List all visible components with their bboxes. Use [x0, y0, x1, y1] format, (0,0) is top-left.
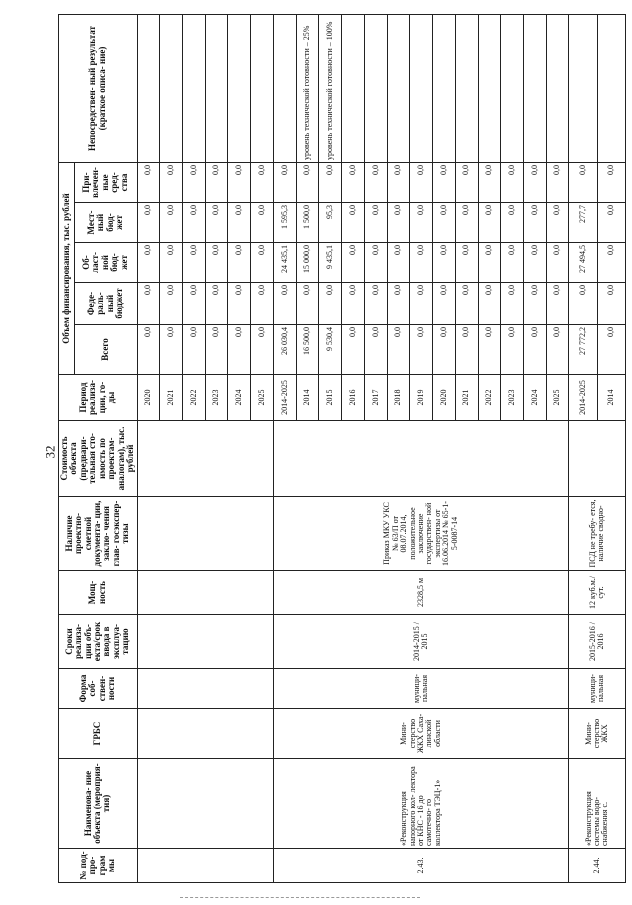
cell-regional: 0,0 [433, 243, 456, 283]
cell-ownership: муници- пальная [569, 669, 625, 709]
cell-year: 2017 [364, 375, 387, 421]
cell-name: «Реконструкция системы водо- снабжения с. [569, 759, 625, 849]
page-number: 32 [42, 445, 58, 459]
cell-capacity: 12 куб.м./сут. [569, 571, 625, 615]
cell-total: 26 030,4 [273, 325, 296, 375]
cell-attracted: 0,0 [478, 163, 501, 203]
cell-year: 2018 [387, 375, 410, 421]
cell-result [523, 15, 546, 163]
header-name: Наименова- ние объекта (мероприя- тия) [59, 759, 138, 849]
cell-year: 2022 [182, 375, 205, 421]
cell-local: 0,0 [160, 203, 183, 243]
cell-attracted: 0,0 [501, 163, 524, 203]
cell-name: «Реконструкция напорного кол- лектора от КНС - 16 до самотечно- го коллектора ТЭЦ-1» [273, 759, 569, 849]
cell-year: 2014-2025 [273, 375, 296, 421]
cell-year: 2021 [455, 375, 478, 421]
cell-federal: 0,0 [364, 283, 387, 325]
cell-local: 0,0 [137, 203, 160, 243]
cell-year: 2022 [478, 375, 501, 421]
cell-total: 0,0 [546, 325, 569, 375]
cell-federal: 0,0 [160, 283, 183, 325]
cell-deadline [137, 615, 273, 669]
table-row [137, 15, 160, 883]
cell-result [160, 15, 183, 163]
header-capacity: Мощ- ность [59, 571, 138, 615]
cell-year: 2019 [410, 375, 433, 421]
cell-result [205, 15, 228, 163]
cell-result [342, 15, 365, 163]
cell-result: уровень технической готовности – 100% [319, 15, 342, 163]
cell-federal: 0,0 [387, 283, 410, 325]
cell-total: 0,0 [342, 325, 365, 375]
cell-no: 2.43. [273, 849, 569, 883]
cell-docs: ПСД не требу- ется, наличие сводно- [569, 497, 625, 571]
cell-total: 0,0 [182, 325, 205, 375]
header-period: Период реализа- ции, го- ды [59, 375, 138, 421]
cell-deadline: 2015-2016 / 2016 [569, 615, 625, 669]
cell-federal: 0,0 [296, 283, 319, 325]
cell-federal: 0,0 [478, 283, 501, 325]
cell-local: 0,0 [228, 203, 251, 243]
header-attracted: При- влечен- ные сред- ства [74, 163, 137, 203]
cell-year: 2024 [523, 375, 546, 421]
cell-result [501, 15, 524, 163]
cell-attracted: 0,0 [523, 163, 546, 203]
cell-total: 0,0 [478, 325, 501, 375]
cell-regional: 0,0 [523, 243, 546, 283]
cell-result [597, 15, 625, 163]
cell-local: 0,0 [478, 203, 501, 243]
cell-regional: 0,0 [342, 243, 365, 283]
cell-attracted: 0,0 [597, 163, 625, 203]
cell-attracted: 0,0 [410, 163, 433, 203]
cell-regional: 0,0 [251, 243, 274, 283]
cell-federal: 0,0 [342, 283, 365, 325]
cell-local: 0,0 [205, 203, 228, 243]
cell-attracted: 0,0 [342, 163, 365, 203]
cell-federal: 0,0 [455, 283, 478, 325]
header-result: Непосредствен- ный результат (краткое описа- ние) [59, 15, 138, 163]
cell-federal: 0,0 [251, 283, 274, 325]
cell-cost [569, 421, 625, 497]
cell-attracted: 0,0 [137, 163, 160, 203]
cell-year: 2025 [251, 375, 274, 421]
header-local: Мест- ный бюд- жет [74, 203, 137, 243]
cell-local: 95,3 [319, 203, 342, 243]
header-federal: Феде- раль- ный бюджет [74, 283, 137, 325]
cell-total: 0,0 [455, 325, 478, 375]
cell-result [251, 15, 274, 163]
header-deadline: Сроки реализа- ции объ- екта/срок ввода в эксплуа- тацию [59, 615, 138, 669]
cell-total: 0,0 [597, 325, 625, 375]
cell-regional: 0,0 [478, 243, 501, 283]
cell-local: 0,0 [387, 203, 410, 243]
cell-total: 0,0 [205, 325, 228, 375]
cell-regional: 0,0 [410, 243, 433, 283]
cell-result [182, 15, 205, 163]
cell-federal: 0,0 [410, 283, 433, 325]
cell-attracted: 0,0 [205, 163, 228, 203]
cell-cost [137, 421, 273, 497]
cell-result [455, 15, 478, 163]
cell-federal: 0,0 [205, 283, 228, 325]
cell-total: 0,0 [387, 325, 410, 375]
cell-result [137, 15, 160, 163]
cell-year: 2020 [433, 375, 456, 421]
table-row [273, 15, 296, 883]
cell-ownership: муници- пальная [273, 669, 569, 709]
cell-year: 2015 [319, 375, 342, 421]
cell-regional: 15 000,0 [296, 243, 319, 283]
cell-federal: 0,0 [319, 283, 342, 325]
cell-year: 2021 [160, 375, 183, 421]
cell-attracted: 0,0 [296, 163, 319, 203]
cell-local: 0,0 [546, 203, 569, 243]
cell-capacity [137, 571, 273, 615]
cell-local: 0,0 [597, 203, 625, 243]
cell-total: 0,0 [433, 325, 456, 375]
cell-attracted: 0,0 [546, 163, 569, 203]
cell-regional: 24 435,1 [273, 243, 296, 283]
cell-docs: Приказ МКУ УКС № 63/П от 08.07.2014, положительное заключение государствен- ной экспертизы от 16.06.2014 № 65-1-5-0087-14 [273, 497, 569, 571]
cell-ownership [137, 669, 273, 709]
cell-regional: 0,0 [182, 243, 205, 283]
scan-artifact-line [180, 897, 420, 898]
cell-regional: 27 494,5 [569, 243, 597, 283]
cell-total: 0,0 [501, 325, 524, 375]
cell-attracted: 0,0 [182, 163, 205, 203]
cell-local: 0,0 [364, 203, 387, 243]
cell-deadline: 2014-2015 / 2015 [273, 615, 569, 669]
cell-local: 0,0 [455, 203, 478, 243]
cell-attracted: 0,0 [228, 163, 251, 203]
cell-regional: 0,0 [387, 243, 410, 283]
cell-regional: 0,0 [137, 243, 160, 283]
cell-federal: 0,0 [523, 283, 546, 325]
cell-total: 0,0 [251, 325, 274, 375]
cell-no [137, 849, 273, 883]
cell-attracted: 0,0 [364, 163, 387, 203]
cell-federal: 0,0 [182, 283, 205, 325]
cell-grbs: Мини- стерство ЖКХ [569, 709, 625, 759]
cell-year: 2020 [137, 375, 160, 421]
cell-regional: 0,0 [160, 243, 183, 283]
cell-capacity: 2328,5 м [273, 571, 569, 615]
cell-year: 2025 [546, 375, 569, 421]
cell-federal: 0,0 [433, 283, 456, 325]
rotated-table-container [58, 15, 616, 883]
cell-name [137, 759, 273, 849]
cell-federal: 0,0 [597, 283, 625, 325]
cell-year: 2014 [597, 375, 625, 421]
header-regional: Об- ласт- ной бюд- жет [74, 243, 137, 283]
cell-year: 2023 [205, 375, 228, 421]
cell-local: 0,0 [433, 203, 456, 243]
cell-attracted: 0,0 [160, 163, 183, 203]
header-cost: Стоимость объекта (предвари- тельная сто- имость по проектам- аналогам), тыс. рублей [59, 421, 138, 497]
cell-local: 0,0 [182, 203, 205, 243]
cell-total: 16 500,0 [296, 325, 319, 375]
cell-year: 2023 [501, 375, 524, 421]
cell-attracted: 0,0 [433, 163, 456, 203]
header-grbs: ГРБС [59, 709, 138, 759]
cell-year: 2014-2025 [569, 375, 597, 421]
table-row [569, 15, 597, 883]
cell-total: 9 530,4 [319, 325, 342, 375]
cell-federal: 0,0 [569, 283, 597, 325]
cell-docs [137, 497, 273, 571]
cell-year: 2014 [296, 375, 319, 421]
cell-local: 0,0 [410, 203, 433, 243]
header-total: Всего [74, 325, 137, 375]
cell-local: 1 500,0 [296, 203, 319, 243]
cell-total: 0,0 [410, 325, 433, 375]
cell-attracted: 0,0 [569, 163, 597, 203]
cell-result [364, 15, 387, 163]
cell-total: 0,0 [137, 325, 160, 375]
cell-no: 2.44. [569, 849, 625, 883]
cell-regional: 0,0 [364, 243, 387, 283]
header-funding: Объем финансирования, тыс. рублей [59, 163, 75, 375]
cell-local: 0,0 [523, 203, 546, 243]
cell-result [228, 15, 251, 163]
header-no: № под- про- грам мы [59, 849, 138, 883]
cell-regional: 0,0 [597, 243, 625, 283]
cell-grbs: Мини- стерство ЖКХ Саха- линской области [273, 709, 569, 759]
cell-cost [273, 421, 569, 497]
cell-year: 2016 [342, 375, 365, 421]
cell-year: 2024 [228, 375, 251, 421]
cell-federal: 0,0 [273, 283, 296, 325]
cell-local: 0,0 [501, 203, 524, 243]
cell-regional: 0,0 [501, 243, 524, 283]
cell-regional: 0,0 [205, 243, 228, 283]
header-row-1 [59, 15, 75, 883]
cell-result [546, 15, 569, 163]
cell-local: 277,7 [569, 203, 597, 243]
cell-result [478, 15, 501, 163]
cell-result [273, 15, 296, 163]
cell-regional: 0,0 [546, 243, 569, 283]
header-ownership: Форма соб- ствен- ности [59, 669, 138, 709]
cell-regional: 9 435,1 [319, 243, 342, 283]
cell-total: 0,0 [364, 325, 387, 375]
cell-attracted: 0,0 [387, 163, 410, 203]
header-docs: Наличие проектно- сметной документа- ции, заклю- чения глав- госэкспер- тизы [59, 497, 138, 571]
cell-attracted: 0,0 [273, 163, 296, 203]
cell-attracted: 0,0 [251, 163, 274, 203]
cell-result: уровень технической готовности – 25% [296, 15, 319, 163]
cell-result [569, 15, 597, 163]
cell-result [433, 15, 456, 163]
cell-federal: 0,0 [546, 283, 569, 325]
cell-regional: 0,0 [455, 243, 478, 283]
cell-grbs [137, 709, 273, 759]
cell-total: 0,0 [228, 325, 251, 375]
cell-result [387, 15, 410, 163]
cell-result [410, 15, 433, 163]
cell-federal: 0,0 [137, 283, 160, 325]
cell-local: 1 595,3 [273, 203, 296, 243]
cell-attracted: 0,0 [319, 163, 342, 203]
cell-attracted: 0,0 [455, 163, 478, 203]
cell-total: 0,0 [523, 325, 546, 375]
cell-federal: 0,0 [228, 283, 251, 325]
cell-local: 0,0 [251, 203, 274, 243]
cell-federal: 0,0 [501, 283, 524, 325]
cell-total: 0,0 [160, 325, 183, 375]
cell-regional: 0,0 [228, 243, 251, 283]
cell-total: 27 772,2 [569, 325, 597, 375]
financing-table [58, 14, 626, 883]
cell-local: 0,0 [342, 203, 365, 243]
